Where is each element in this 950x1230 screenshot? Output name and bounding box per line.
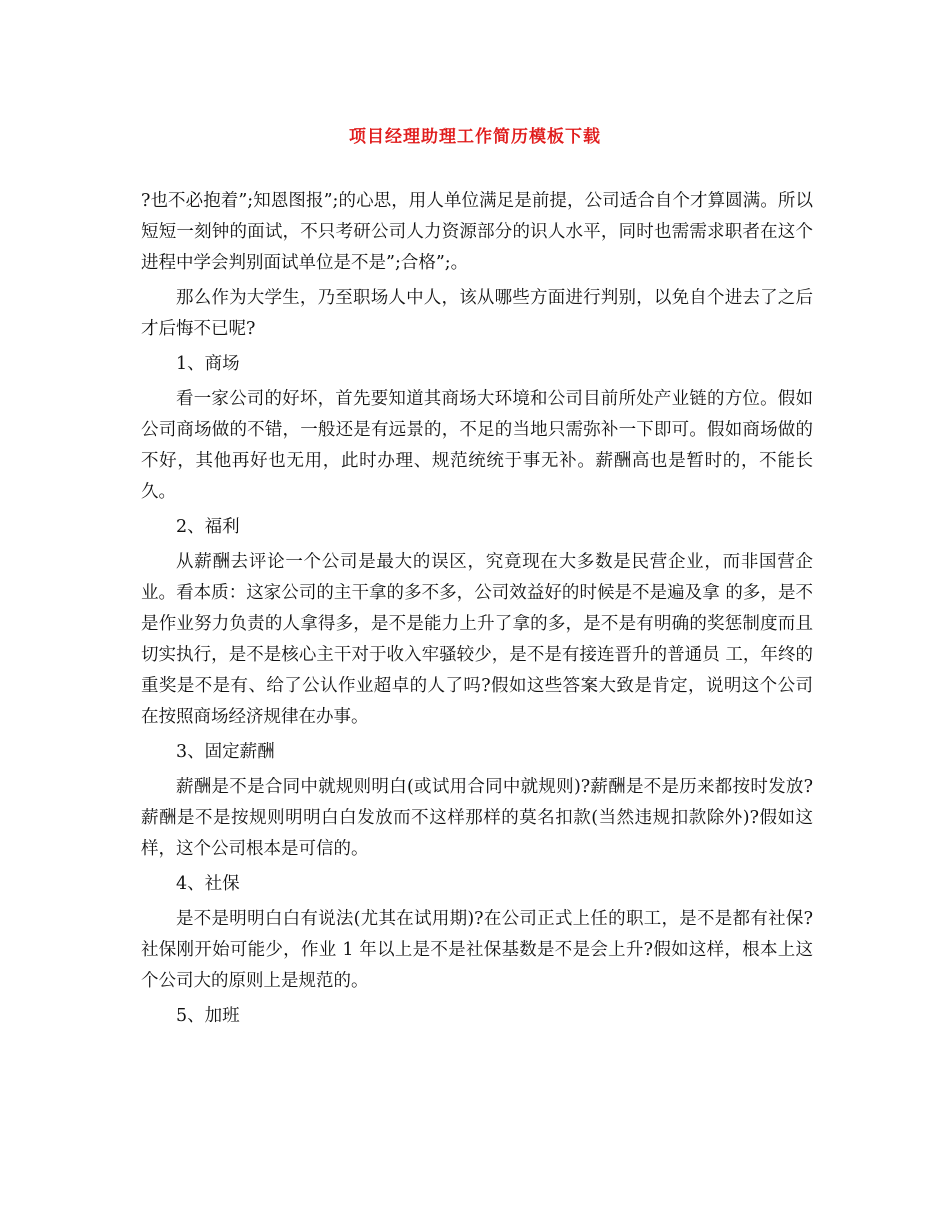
document-body bbox=[141, 186, 813, 1036]
body-paragraph: 从薪酬去评论一个公司是最大的误区，究竟现在大多数是民营企业，而非国营企业。看本质：这家公司的主干拿的多不多，公司效益好的时候是不是遍及拿 的多，是不是作业努力负责的人拿得多，是不是能力上升了拿的多，是不是有明确的奖惩制度而且切实执行，是不是核心主干对于收入牢骚较少，是不是有接连晋升的普通员 工，年终的重奖是不是有、给了公认作业超卓的人了吗?假如这些答案大致是肯定，说明这个公司在按照商场经济规律在办事。 bbox=[141, 552, 813, 727]
body-paragraph: 那么作为大学生，乃至职场人中人，该从哪些方面进行判别，以免自个进去了之后才后悔不已呢? bbox=[141, 288, 813, 339]
body-paragraph: 看一家公司的好坏，首先要知道其商场大环境和公司目前所处产业链的方位。假如公司商场做的不错，一般还是有远景的，不足的当地只需弥补一下即可。假如商场做的不好，其他再好也无用，此时办理、规范统统于事无补。薪酬高也是暂时的，不能长久。 bbox=[141, 389, 813, 502]
body-paragraph: 是不是明明白白有说法(尤其在试用期)?在公司正式上任的职工，是不是都有社保?社保刚开始可能少，作业 1 年以上是不是社保基数是不是会上升?假如这样，根本上这个公司大的原则上是规范的。 bbox=[141, 909, 813, 991]
section-heading: 1、商场 bbox=[176, 354, 240, 374]
section-heading: 4、社保 bbox=[176, 874, 240, 894]
section-heading: 2、福利 bbox=[176, 517, 240, 537]
body-paragraph: ?也不必抱着”;知恩图报”;的心思，用人单位满足是前提，公司适合自个才算圆满。所以短短一刻钟的面试，不只考研公司人力资源部分的识人水平，同时也需需求职者在这个进程中学会判别面试单位是不是”;合格”;。 bbox=[141, 191, 813, 273]
document-title: 项目经理助理工作简历模板下载 bbox=[349, 127, 601, 147]
body-paragraph: 薪酬是不是合同中就规则明白(或试用合同中就规则)?薪酬是不是历来都按时发放?薪酬是不是按规则明明白白发放而不这样那样的莫名扣款(当然违规扣款除外)?假如这样，这个公司根本是可信的。 bbox=[141, 777, 813, 859]
section-heading: 3、固定薪酬 bbox=[176, 742, 275, 762]
section-heading: 5、加班 bbox=[176, 1006, 240, 1026]
